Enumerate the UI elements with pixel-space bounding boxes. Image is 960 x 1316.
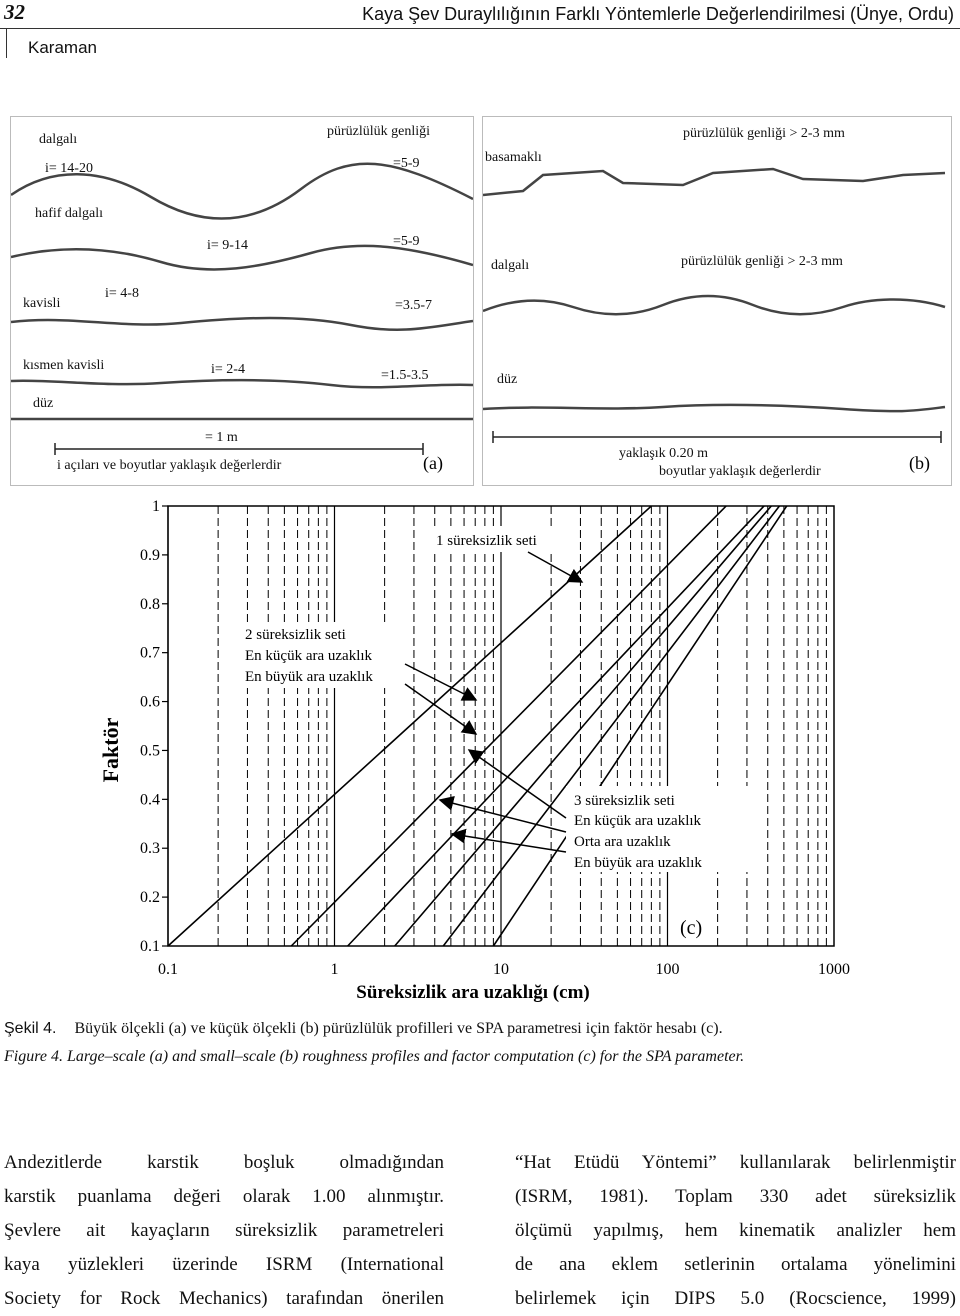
y-tick-label: 0.2 [140,889,160,907]
chart-y-ticks [140,498,168,955]
panel-b-svg [483,117,951,485]
chart-x-ticks [158,961,850,978]
profile-dalgali-b [483,296,945,314]
body-left-line: Society for Rock Mechanics) tarafından önerilen [4,1288,444,1309]
author-name: Karaman [28,38,97,57]
body-right-line: belirlemek için DIPS 5.0 (Rocscience, 1999) [515,1288,956,1309]
annotation-two-set-max: En büyük ara uzaklık [245,669,373,685]
header-side-rule [6,28,7,58]
label-scale-020m: yaklaşık 0.20 m [619,446,709,461]
arrow-two-set-min [405,664,476,700]
body-right-line: (ISRM, 1981). Toplam 330 adet süreksizlik [515,1186,956,1207]
label-g-5-9-a: =5-9 [393,156,420,171]
running-title: Kaya Şev Duraylılığının Farklı Yöntemlerle Değerlendirilmesi (Ünye, Ordu) [362,4,954,24]
annotation-three-set-min: En küçük ara uzaklık [574,813,702,829]
caption-en-text: Large–scale (a) and small–scale (b) roughness profiles and factor computation (c) for the SPA parameter. [66,1048,745,1065]
label-i-4-8: i= 4-8 [105,286,139,301]
label-duz: düz [33,396,54,411]
annotation-three-set-max: En büyük ara uzaklık [574,855,702,871]
caption-tr-text: Büyük ölçekli (a) ve küçük ölçekli (b) pürüzlülük profilleri ve SPA parametresi için faktör hesabı (c). [74,1020,723,1037]
label-g-5-9-b: =5-9 [393,234,420,249]
x-tick-label: 10 [493,961,509,978]
x-tick-label: 1 [330,961,339,978]
y-tick-label: 0.8 [140,595,160,613]
panel-a-large-scale-profiles [10,116,474,486]
caption-en-label: Figure 4. [4,1048,63,1065]
arrow-one-set [528,552,582,582]
profile-kavisli [11,318,473,330]
label-i-14-20: i= 14-20 [45,161,93,176]
profile-basamakli [483,169,945,195]
annotation-two-set-title: 2 süreksizlik seti [245,627,346,643]
label-note-a: i açıları ve boyutlar yaklaşık değerlerdir [57,458,282,473]
x-tick-label: 100 [655,961,680,978]
label-g-1-5-3-5: =1.5-3.5 [381,368,429,383]
series-line-2 [291,506,726,946]
caption-tr [4,1020,723,1038]
panel-a-svg [11,117,473,485]
label-dalgali: dalgalı [39,132,78,147]
label-roughness-amplitude-b1: pürüzlülük genliği > 2-3 mm [683,126,845,141]
body-right-line: de ana eklem setlerinin ortalama yönelimini [515,1254,956,1275]
body-right-column [515,1146,956,1316]
y-tick-label: 0.6 [140,693,160,711]
body-left-line: Şevlere ait kayaçların süreksizlik parametreleri [4,1220,444,1241]
x-tick-label: 1000 [818,961,850,978]
label-basamakli: basamaklı [485,150,542,165]
label-i-2-4: i= 2-4 [211,362,245,377]
body-left-line: karstik puanlama değeri olarak 1.00 alınmıştır. [4,1186,444,1207]
label-roughness-amplitude: pürüzlülük genliği [327,124,431,139]
panel-b-tag: (b) [909,453,930,473]
label-i-9-14: i= 9-14 [207,238,248,253]
chart-y-label: Faktör [98,717,123,783]
label-scale-1m: = 1 m [205,430,238,445]
y-tick-label: 0.1 [140,938,160,955]
y-tick-label: 0.4 [140,791,160,809]
label-note-b: boyutlar yaklaşık değerlerdir [659,464,821,479]
label-kavisli: kavisli [23,296,61,311]
panel-a-tag: (a) [423,453,443,473]
header-rule [0,28,960,29]
caption-en [4,1048,744,1066]
annotation-one-set: 1 süreksizlik seti [436,533,537,549]
label-g-3-5-7: =3.5-7 [395,298,433,313]
label-roughness-amplitude-b2: pürüzlülük genliği > 2-3 mm [681,254,843,269]
chart-grid [168,506,826,946]
caption-tr-label: Şekil 4. [4,1020,57,1037]
annotation-two-set-min: En küçük ara uzaklık [245,648,373,664]
body-right-line: “Hat Etüdü Yöntemi” kullanılarak belirlenmiştir [515,1152,956,1173]
body-left-line: Andezitlerde karstik boşluk olmadığından [4,1152,444,1173]
label-hafif-dalgali: hafif dalgalı [35,206,104,221]
panel-b-small-scale-profiles [482,116,952,486]
chart-x-label: Süreksizlik ara uzaklığı (cm) [356,982,590,1003]
y-tick-label: 0.9 [140,546,160,564]
chart-series-lines [168,506,787,946]
series-line-6 [493,506,786,946]
x-tick-label: 0.1 [158,961,178,978]
y-tick-label: 1 [152,498,160,515]
chart-factor-computation [0,488,960,1012]
y-tick-label: 0.3 [140,840,160,858]
y-tick-label: 0.5 [140,742,160,760]
body-left-column [4,1146,444,1316]
profile-duz-b [483,405,945,411]
label-duz-b: düz [497,372,518,387]
arrow-two-set-max [405,684,476,734]
page-number: 32 [4,0,25,24]
body-left-line: kaya yüzlekleri üzerinde ISRM (International [4,1254,444,1275]
chart-tag: (c) [680,917,703,939]
arrow-three-set-max [452,834,566,852]
annotation-three-set-mid: Orta ara uzaklık [574,834,671,850]
body-right-line: ölçümü yapılmış, hem kinematik analizler hem [515,1220,956,1241]
label-dalgali-b: dalgalı [491,258,530,273]
annotation-three-set-title: 3 süreksizlik seti [574,793,675,809]
y-tick-label: 0.7 [140,644,160,662]
label-kismen-kavisli: kısmen kavisli [23,358,105,373]
